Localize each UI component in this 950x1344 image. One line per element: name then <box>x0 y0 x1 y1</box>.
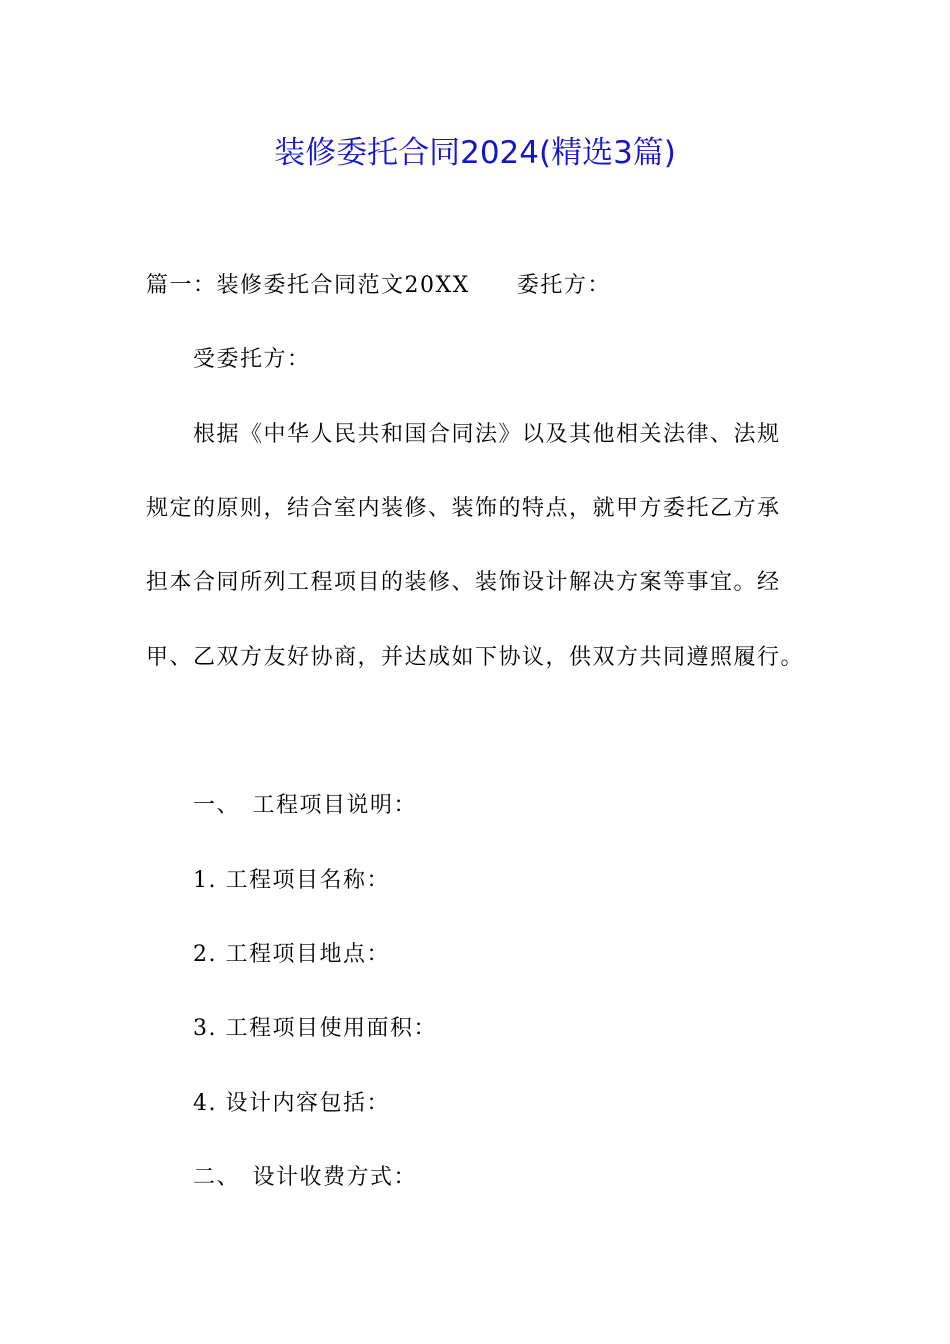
list-item: 3. 工程项目使用面积： <box>193 1016 437 1041</box>
paragraph-line: 规定的原则，结合室内装修、装饰的特点，就甲方委托乙方承 <box>146 496 781 521</box>
section-heading-fee-method: 二、 设计收费方式： <box>193 1165 418 1190</box>
document-title: 装修委托合同2024(精选3篇) <box>274 135 676 171</box>
list-item: 1. 工程项目名称： <box>193 868 390 893</box>
list-item: 4. 设计内容包括： <box>193 1091 390 1116</box>
paragraph-line: 根据《中华人民共和国合同法》以及其他相关法律、法规 <box>193 422 781 447</box>
entrusted-party-line: 受委托方： <box>193 347 311 372</box>
paragraph-line: 担本合同所列工程项目的装修、装饰设计解决方案等事宜。经 <box>146 570 781 595</box>
paragraph-line: 甲、乙双方友好协商，并达成如下协议，供双方共同遵照履行。 <box>146 645 805 670</box>
section-heading-project-description: 一、 工程项目说明： <box>193 793 418 818</box>
section-heading-part-one: 篇一：装修委托合同范文20XX 委托方： <box>146 273 611 298</box>
list-item: 2. 工程项目地点： <box>193 942 390 967</box>
